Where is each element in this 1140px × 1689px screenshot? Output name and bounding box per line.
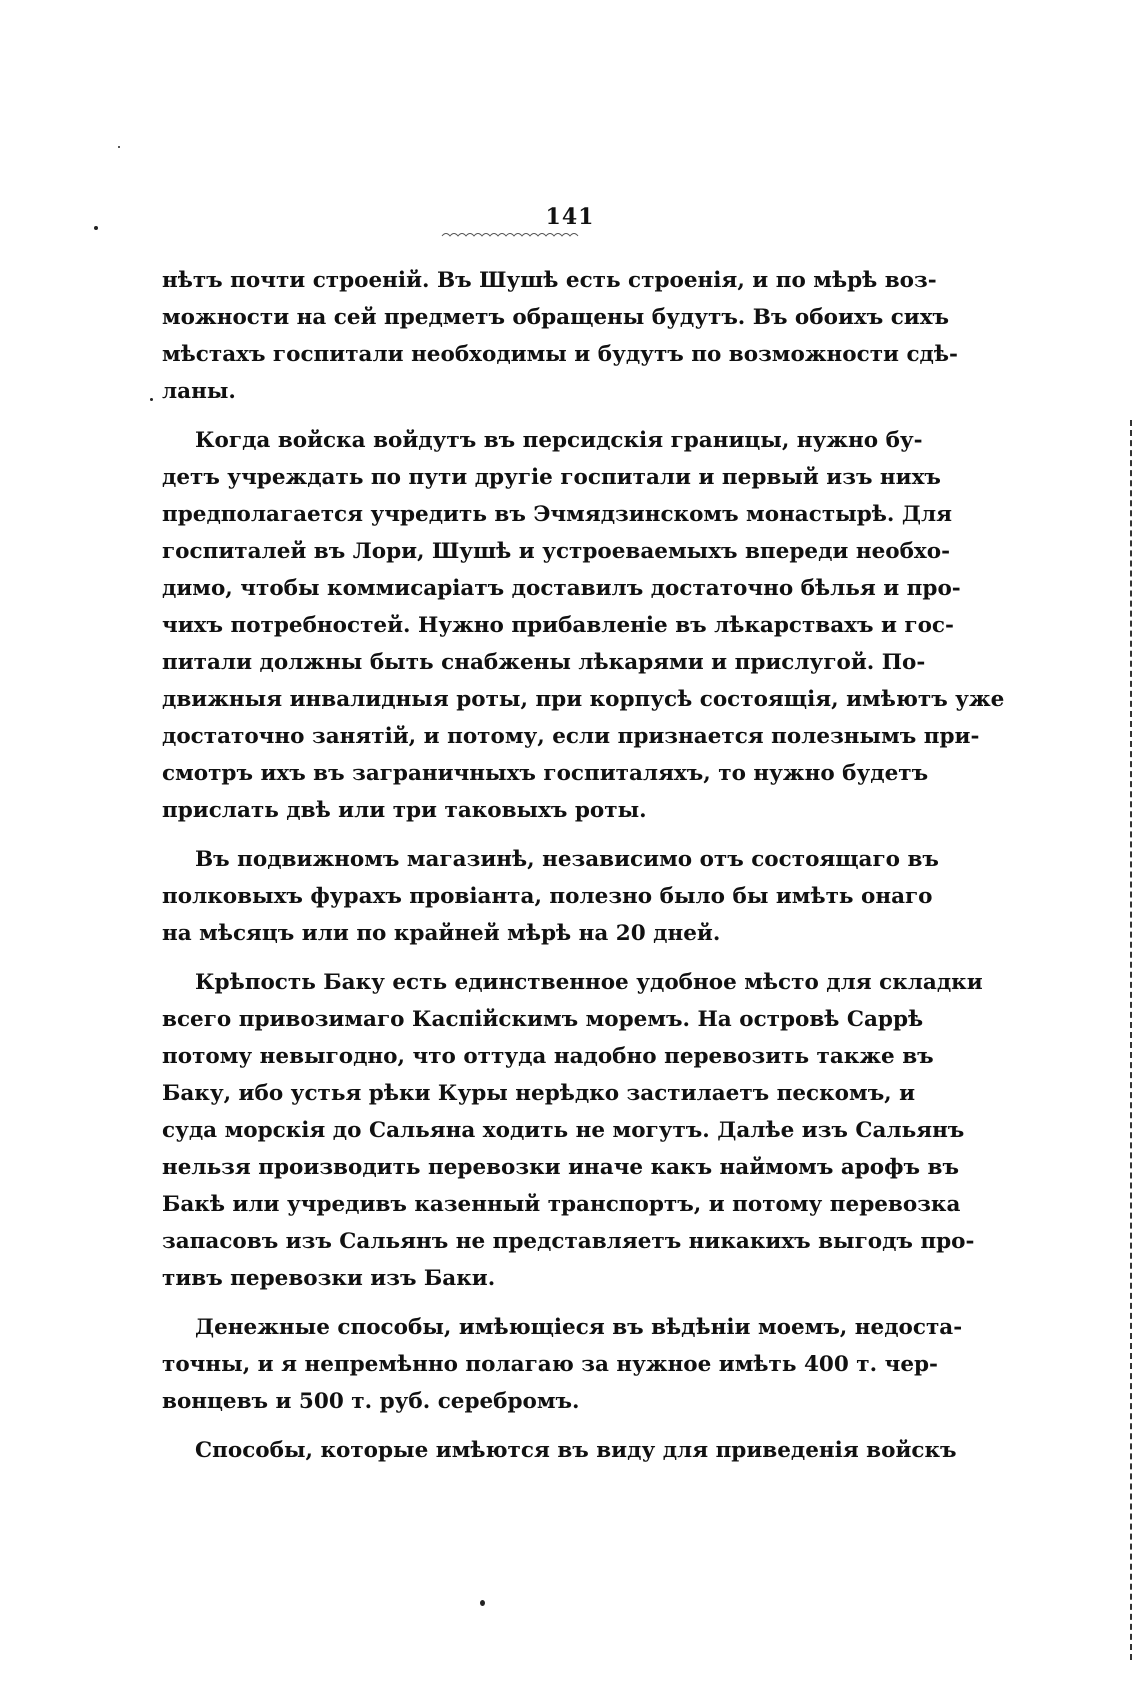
- text-line: точны, и я непремѣнно полагаю за нужное имѣть 400 т. чер-: [162, 1352, 938, 1377]
- text-line: ланы.: [162, 379, 236, 404]
- text-line: прислать двѣ или три таковыхъ роты.: [162, 798, 647, 823]
- scan-speck: [480, 1600, 485, 1606]
- text-line: запасовъ изъ Сальянъ не представляетъ никакихъ выгодъ про-: [162, 1229, 975, 1254]
- text-line: госпиталей въ Лори, Шушѣ и устроеваемыхъ впереди необхо-: [162, 539, 951, 564]
- text-line: можности на сей предметъ обращены будутъ. Въ обоихъ сихъ: [162, 305, 950, 330]
- text-line: тивъ перевозки изъ Баки.: [162, 1266, 496, 1291]
- page-number: 141: [545, 204, 595, 230]
- text-line: Когда войска войдутъ въ персидскія границы, нужно бу-: [195, 428, 923, 453]
- paragraph: [162, 841, 939, 952]
- page-number-underline-ornament: [440, 230, 580, 240]
- text-line: смотръ ихъ въ заграничныхъ госпиталяхъ, то нужно будетъ: [162, 761, 929, 786]
- text-line: предполагается учредить въ Эчмядзинскомъ монастырѣ. Для: [162, 502, 952, 527]
- text-line: на мѣсяцъ или по крайней мѣрѣ на 20 дней.: [162, 921, 721, 946]
- body-text: [162, 262, 1005, 1481]
- text-line: движныя инвалидныя роты, при корпусѣ состоящія, имѣютъ уже: [162, 687, 1005, 712]
- text-line: димо, чтобы коммисаріатъ доставилъ достаточно бѣлья и про-: [162, 576, 961, 601]
- text-line: достаточно занятій, и потому, если признается полезнымъ при-: [162, 724, 980, 749]
- text-line: нельзя производить перевозки иначе какъ наймомъ арофъ въ: [162, 1155, 959, 1180]
- text-line: Въ подвижномъ магазинѣ, независимо отъ состоящаго въ: [195, 847, 939, 872]
- scan-speck: [118, 146, 120, 148]
- text-line: детъ учреждать по пути другіе госпитали и первый изъ нихъ: [162, 465, 941, 490]
- text-line: Денежные способы, имѣющіеся въ вѣдѣніи моемъ, недоста-: [195, 1315, 963, 1340]
- text-line: потому невыгодно, что оттуда надобно перевозить также въ: [162, 1044, 934, 1069]
- margin-scan-edge: [1128, 420, 1132, 1660]
- text-line: всего привозимаго Каспійскимъ моремъ. На островѣ Саррѣ: [162, 1007, 924, 1032]
- text-line: Баку, ибо устья рѣки Куры нерѣдко застилаетъ пескомъ, и: [162, 1081, 916, 1106]
- scan-speck: [150, 398, 153, 401]
- scan-speck: [94, 226, 98, 230]
- text-line: Крѣпость Баку есть единственное удобное мѣсто для складки: [195, 970, 983, 995]
- paragraph: [162, 1432, 957, 1469]
- text-line: вонцевъ и 500 т. руб. серебромъ.: [162, 1389, 580, 1414]
- paragraph: [162, 1309, 963, 1420]
- text-line: нѣтъ почти строеній. Въ Шушѣ есть строенія, и по мѣрѣ воз-: [162, 268, 937, 293]
- text-line: Способы, которые имѣются въ виду для приведенія войскъ: [195, 1438, 957, 1463]
- text-line: суда морскія до Сальяна ходить не могутъ. Далѣе изъ Сальянъ: [162, 1118, 965, 1143]
- text-line: полковыхъ фурахъ провіанта, полезно было бы имѣть онаго: [162, 884, 933, 909]
- text-line: чихъ потребностей. Нужно прибавленіе въ лѣкарствахъ и гос-: [162, 613, 954, 638]
- text-line: питали должны быть снабжены лѣкарями и прислугой. По-: [162, 650, 926, 675]
- paragraph: [162, 262, 958, 410]
- paragraph: [162, 422, 1005, 829]
- text-line: мѣстахъ госпитали необходимы и будутъ по возможности сдѣ-: [162, 342, 958, 367]
- paragraph: [162, 964, 983, 1297]
- text-line: Бакѣ или учредивъ казенный транспортъ, и потому перевозка: [162, 1192, 961, 1217]
